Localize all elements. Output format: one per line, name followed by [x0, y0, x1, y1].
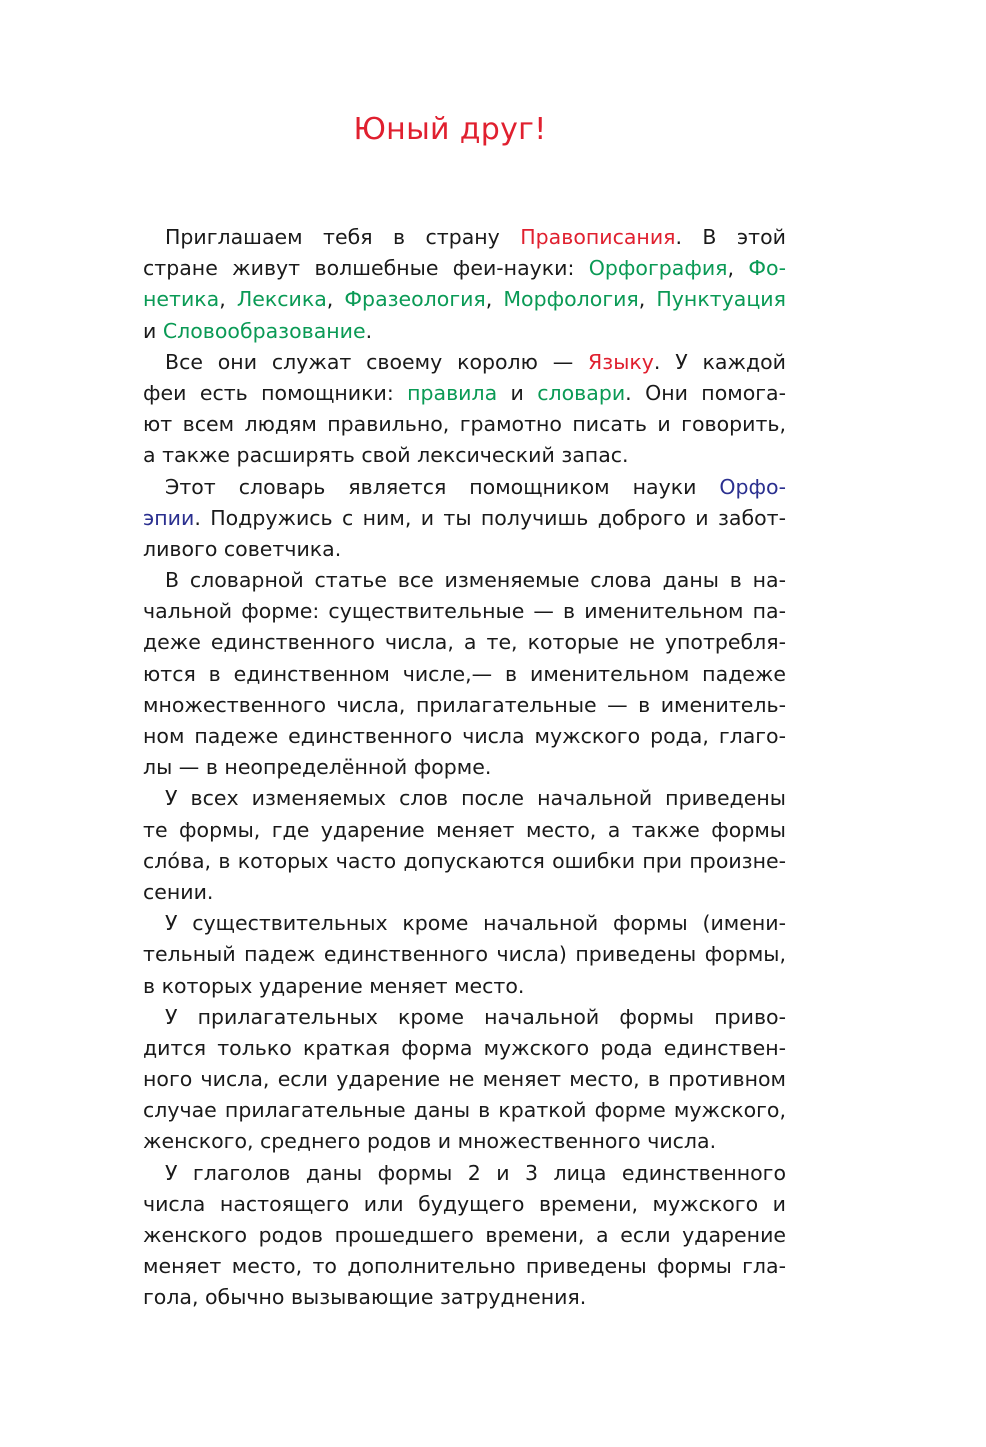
text-span: и — [143, 318, 163, 343]
text-line — [143, 815, 786, 846]
text-span: женского родов прошедшего времени, а если ударение — [143, 1223, 786, 1247]
text-span: а также расширять свой лексический запас. — [143, 443, 629, 468]
text-line — [143, 659, 786, 690]
text-span: . Подружись с ним, и ты получишь доброго и забот- — [194, 505, 786, 530]
text-span: чальной форме: существительные — в именительном па- — [143, 599, 786, 624]
text-line — [143, 316, 786, 347]
text-span: деже единственного числа, а те, которые не употребля- — [143, 630, 786, 655]
text-line — [143, 846, 786, 877]
text-span: дится только краткая форма мужского рода единствен- — [143, 1035, 786, 1060]
text-span: ном падеже единственного числа мужского рода, глаго- — [143, 724, 786, 748]
text-span: сении. — [143, 879, 214, 904]
highlighted-term: Словообразование — [162, 318, 366, 343]
paragraph — [143, 347, 786, 472]
text-line — [143, 440, 786, 471]
highlighted-term: Правописания — [520, 225, 676, 249]
text-line — [143, 503, 786, 534]
text-span: , — [326, 287, 345, 312]
text-span: в которых ударение меняет место. — [143, 973, 525, 998]
text-line — [143, 627, 786, 658]
text-line — [143, 783, 786, 814]
text-line — [143, 1158, 786, 1189]
highlighted-term: эпии — [143, 505, 195, 530]
text-line — [143, 472, 786, 503]
text-line — [143, 1126, 786, 1157]
text-line — [143, 347, 786, 378]
text-span: В словарной статье все изменяемые слова даны в на- — [165, 568, 786, 593]
paragraph — [143, 472, 786, 566]
text-line — [143, 908, 786, 939]
text-span: феи есть помощники: — [143, 380, 408, 405]
text-line — [143, 253, 786, 284]
highlighted-term: Морфология — [503, 287, 639, 312]
text-line — [143, 565, 786, 596]
text-span: сло́ва, в которых часто допускаются ошибки при произне- — [143, 848, 786, 873]
text-span: У всех изменяемых слов после начальной приведены — [165, 786, 786, 811]
text-span: ют всем людям правильно, грамотно писать и говорить, — [143, 412, 786, 437]
paragraph — [143, 1158, 786, 1314]
text-span: лы — в неопределённой форме. — [143, 755, 492, 780]
highlighted-term: Орфо- — [719, 474, 786, 499]
text-span: те формы, где ударение меняет место, а также формы — [143, 817, 786, 842]
text-span: Этот словарь является помощником науки — [165, 474, 720, 499]
text-span: числа настоящего или будущего времени, мужского и — [143, 1191, 786, 1216]
text-span: , — [638, 287, 657, 312]
text-span: и — [497, 380, 538, 405]
text-line — [143, 1189, 786, 1220]
highlighted-term: Фразеология — [344, 287, 486, 312]
highlighted-term: нетика — [143, 287, 220, 312]
text-line — [143, 1033, 786, 1064]
text-line — [143, 1251, 786, 1282]
text-line — [143, 721, 786, 752]
highlighted-term: Фо- — [748, 256, 786, 281]
paragraph — [143, 1002, 786, 1158]
text-span: меняет место, то дополнительно приведены формы гла- — [143, 1254, 786, 1279]
text-line — [143, 1220, 786, 1251]
text-line — [143, 1282, 786, 1313]
text-span: Все они служат своему королю — — [165, 349, 589, 374]
text-span: Приглашаем тебя в страну — [165, 225, 521, 249]
highlighted-term: Орфография — [588, 256, 728, 281]
text-span: , — [485, 287, 504, 312]
highlighted-term: Пунктуация — [656, 287, 786, 312]
text-span: множественного числа, прилагательные — в именитель- — [143, 692, 786, 717]
text-line — [143, 971, 786, 1002]
text-line — [143, 752, 786, 783]
highlighted-term: словари — [537, 380, 626, 405]
text-span: . У каждой — [653, 349, 787, 374]
highlighted-term: Языку — [588, 349, 654, 374]
text-line — [143, 284, 786, 315]
paragraph — [143, 222, 786, 347]
text-span: ного числа, если ударение не меняет место, в противном — [143, 1067, 786, 1092]
text-line — [143, 939, 786, 970]
text-line — [143, 378, 786, 409]
text-span: ливого советчика. — [143, 536, 342, 561]
page-title: Юный друг! — [353, 112, 547, 147]
text-line — [143, 690, 786, 721]
text-span: , — [727, 256, 749, 281]
paragraph — [143, 908, 786, 1002]
text-line — [143, 877, 786, 908]
text-span: стране живут волшебные феи-науки: — [143, 256, 589, 281]
text-span: случае прилагательные даны в краткой форме мужского, — [143, 1098, 786, 1123]
text-line — [143, 1064, 786, 1095]
text-span: тельный падеж единственного числа) приведены формы, — [143, 942, 786, 967]
paragraph — [143, 783, 786, 908]
highlighted-term: Лексика — [236, 287, 327, 312]
text-line — [143, 534, 786, 565]
document-body — [143, 222, 786, 1314]
text-span: У прилагательных кроме начальной формы приво- — [165, 1004, 786, 1029]
text-span: У существительных кроме начальной формы (имени- — [165, 911, 786, 936]
text-line — [143, 409, 786, 440]
text-line — [143, 596, 786, 627]
text-span: , — [219, 287, 237, 312]
text-span: . В этой — [675, 225, 786, 249]
text-line — [143, 1002, 786, 1033]
text-span: . — [365, 318, 373, 343]
text-span: женского, среднего родов и множественного числа. — [143, 1129, 717, 1154]
text-span: ются в единственном числе,— в именительном падеже — [143, 661, 786, 686]
text-line — [143, 222, 786, 253]
highlighted-term: правила — [407, 380, 498, 405]
text-span: У глаголов даны формы 2 и 3 лица единственного — [165, 1160, 786, 1185]
text-line — [143, 1095, 786, 1126]
text-span: гола, обычно вызывающие затруднения. — [143, 1285, 587, 1310]
text-span: . Они помога- — [625, 380, 786, 405]
paragraph — [143, 565, 786, 783]
